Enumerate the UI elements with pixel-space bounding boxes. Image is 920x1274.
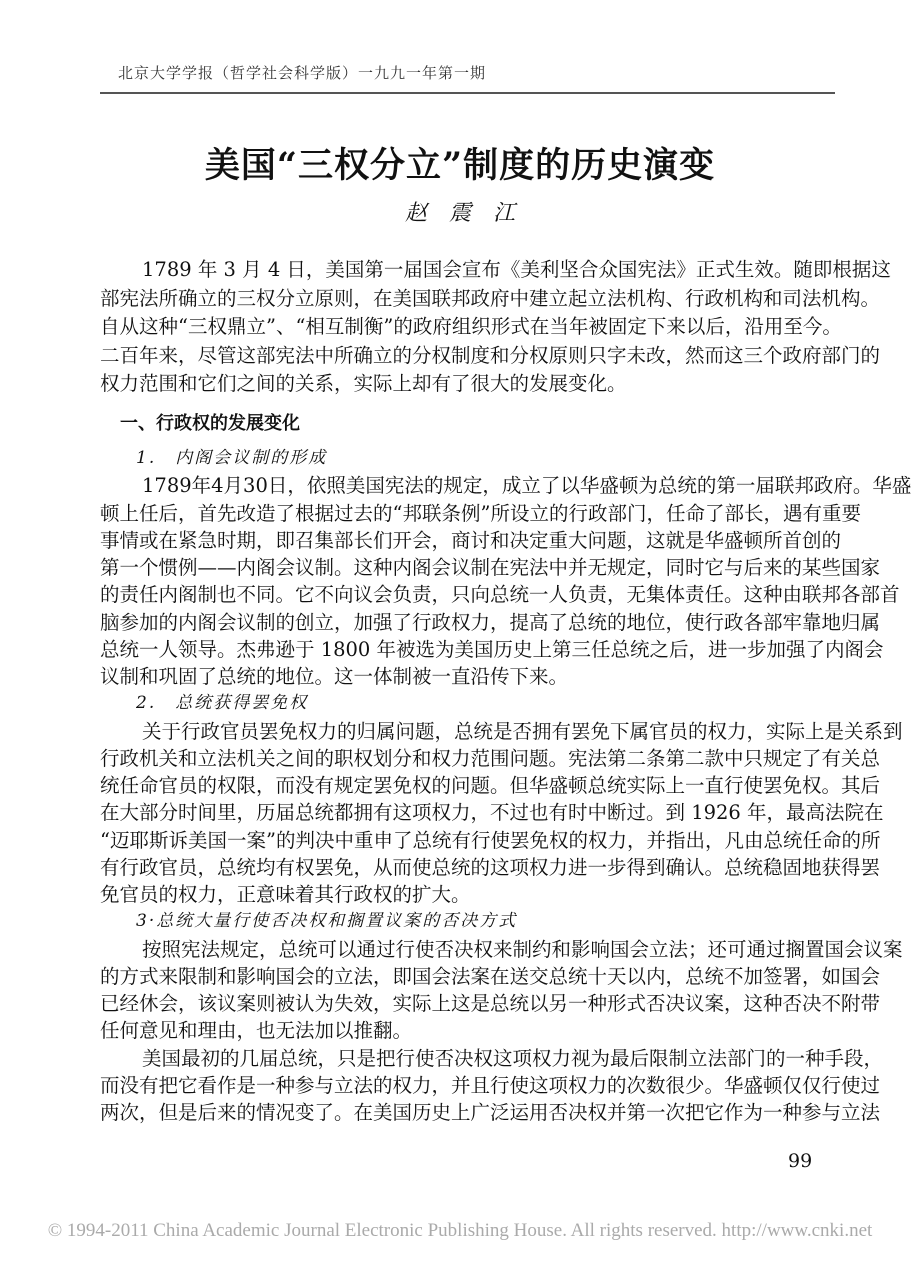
text-line: 统任命官员的权限，而没有规定罢免权的问题。但华盛顿总统实际上一直行使罢免权。其后 [100,774,881,797]
text-line: 1789年4月30日，依照美国宪法的规定，成立了以华盛顿为总统的第一届联邦政府。华盛 [142,474,912,498]
author: 赵震江 [404,201,537,226]
article-title: 美国“三权分立”制度的历史演变 [204,145,716,186]
text-line: 而没有把它看作是一种参与立法的权力，并且行使这项权力的次数很少。华盛顿仅仅行使过 [100,1073,881,1097]
text-line: 第一个惯例——内阁会议制。这种内阁会议制在宪法中并无规定，同时它与后来的某些国家 [100,556,881,579]
text-line: 已经休会，该议案则被认为失效，实际上这是总统以另一种形式否决议案，这种否决不附带 [100,992,881,1015]
copyright-footer: © 1994-2011 China Academic Journal Electronic Publishing House. All rights reserved. http://www.cnki.net [47,1220,873,1241]
header-rule [100,92,835,94]
running-head: 北京大学学报（哲学社会科学版）一九九一年第一期 [118,64,487,82]
text-line: 事情或在紧急时期，即召集部长们开会，商讨和决定重大问题，这就是华盛顿所首创的 [100,528,842,552]
text-line: 脑参加的内阁会议制的创立，加强了行政权力，提高了总统的地位，使行政各部牢靠地归属 [100,610,881,634]
section-heading: 一、行政权的发展变化 [120,413,300,434]
text-line: 的方式来限制和影响国会的立法，即国会法案在送交总统十天以内，总统不加签署，如国会 [100,964,881,988]
text-line: 议制和巩固了总统的地位。这一体制被一直沿传下来。 [100,665,569,688]
text-line: 行政机关和立法机关之间的职权划分和权力范围问题。宪法第二条第二款中只规定了有关总 [100,746,881,770]
text-line: 的责任内阁制也不同。它不向议会负责，只向总统一人负责，无集体责任。这种由联邦各部首 [100,583,900,607]
text-line: 免官员的权力，正意味着其行政权的扩大。 [100,883,471,906]
subsection-1 [100,445,912,1126]
text-line: 在大部分时间里，历届总统都拥有这项权力，不过也有时中断过。到 1926 年，最高法院在 [100,801,884,825]
text-line: 关于行政官员罢免权力的归属问题，总统是否拥有罢免下属官员的权力，实际上是关系到 [142,719,903,743]
text-line: 有行政官员，总统均有权罢免，从而使总统的这项权力进一步得到确认。总统稳固地获得罢 [100,855,881,879]
text-line: 1789 年 3 月 4 日，美国第一届国会宣布《美利坚合众国宪法》正式生效。随即根据这 [142,258,891,281]
text-line: 两次，但是后来的情况变了。在美国历史上广泛运用否决权并第一次把它作为一种参与立法 [100,1101,881,1124]
text-line: “迈耶斯诉美国一案”的判决中重申了总统有行使罢免权的权力，并指出，凡由总统任命的所 [100,828,881,852]
text-line: 总统一人领导。杰弗逊于 1800 年被选为美国历史上第三任总统之后，进一步加强了内阁会 [100,637,884,661]
subsection-heading: 1. 内阁会议制的形成 [136,448,328,468]
subsection-heading: 2. 总统获得罢免权 [136,693,309,714]
text-line: 任何意见和理由，也无法加以推翻。 [100,1019,413,1043]
text-line: 权力范围和它们之间的关系，实际上却有了很大的发展变化。 [100,372,627,395]
text-line: 二百年来，尽管这部宪法中所确立的分权制度和分权原则只字未改，然而这三个政府部门的 [100,343,881,367]
text-line: 部宪法所确立的三权分立原则，在美国联邦政府中建立起立法机构、行政机构和司法机构。 [100,286,881,310]
paragraph-intro [100,256,891,399]
text-line: 美国最初的几届总统，只是把行使否决权这项权力视为最后限制立法部门的一种手段， [142,1046,884,1070]
page-number: 99 [788,1150,813,1172]
subsection-heading: 3·总统大量行使否决权和搁置议案的否决方式 [136,911,518,932]
text-line: 顿上任后，首先改造了根据过去的“邦联条例”所设立的行政部门，任命了部长，遇有重要 [100,501,861,525]
text-line: 自从这种“三权鼎立”、“相互制衡”的政府组织形式在当年被固定下来以后，沿用至今。 [100,315,842,338]
text-line: 按照宪法规定，总统可以通过行使否决权来制约和影响国会立法；还可通过搁置国会议案 [142,937,903,961]
